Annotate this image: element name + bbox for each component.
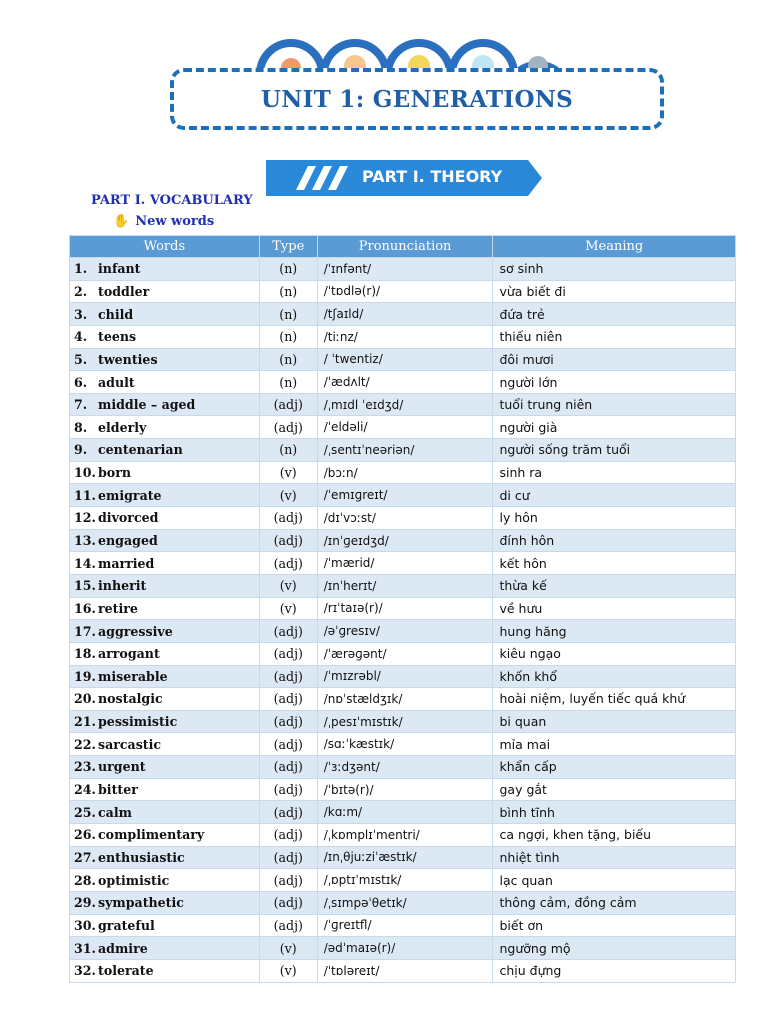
pronunciation-cell: /ˈtɒdlə(r)/ <box>317 280 493 303</box>
word-text: complimentary <box>98 827 205 843</box>
type-cell: (adj) <box>259 756 317 779</box>
meaning-cell: ly hôn <box>493 507 736 530</box>
table-row <box>70 416 736 439</box>
word-cell <box>70 574 260 597</box>
table-row <box>70 507 736 530</box>
meaning-cell: người lớn <box>493 371 736 394</box>
type-cell: (adj) <box>259 869 317 892</box>
word-text: sarcastic <box>98 736 162 752</box>
word-cell <box>70 778 260 801</box>
word-cell <box>70 416 260 439</box>
meaning-cell: kết hôn <box>493 552 736 575</box>
type-cell: (adj) <box>259 824 317 847</box>
table-row <box>70 620 736 643</box>
word-cell <box>70 325 260 348</box>
table-row <box>70 574 736 597</box>
word-text: twenties <box>98 351 158 367</box>
table-row <box>70 439 736 462</box>
meaning-cell: kiêu ngạo <box>493 642 736 665</box>
word-cell <box>70 688 260 711</box>
meaning-cell: ngưỡng mộ <box>493 937 736 960</box>
row-number: 31. <box>74 940 96 956</box>
table-row <box>70 303 736 326</box>
word-cell <box>70 348 260 371</box>
type-cell: (v) <box>259 937 317 960</box>
word-cell <box>70 801 260 824</box>
header-pronunciation: Pronunciation <box>317 236 493 258</box>
type-cell: (adj) <box>259 393 317 416</box>
type-cell: (v) <box>259 597 317 620</box>
row-number: 13. <box>74 533 96 548</box>
table-row <box>70 552 736 575</box>
type-cell: (adj) <box>259 620 317 643</box>
meaning-cell: đôi mươi <box>493 348 736 371</box>
table-row <box>70 597 736 620</box>
type-cell: (adj) <box>259 552 317 575</box>
meaning-cell: khốn khổ <box>493 665 736 688</box>
word-cell <box>70 439 260 462</box>
meaning-cell: sơ sinh <box>493 258 736 281</box>
table-row <box>70 710 736 733</box>
word-cell <box>70 756 260 779</box>
subheading-label: New words <box>135 214 215 229</box>
table-row <box>70 733 736 756</box>
pronunciation-cell: /ˌsentɪˈneəriən/ <box>317 439 493 462</box>
table-row <box>70 258 736 281</box>
pronunciation-cell: /ɪnˌθjuːziˈæstɪk/ <box>317 846 493 869</box>
table-row <box>70 914 736 937</box>
meaning-cell: hung hăng <box>493 620 736 643</box>
pronunciation-cell: /rɪˈtaɪə(r)/ <box>317 597 493 620</box>
row-number: 30. <box>74 917 96 933</box>
row-number: 22. <box>74 736 96 752</box>
row-number: 15. <box>74 578 96 594</box>
word-cell <box>70 371 260 394</box>
table-row <box>70 461 736 484</box>
word-text: married <box>98 555 155 571</box>
type-cell: (n) <box>259 303 317 326</box>
word-text: teens <box>98 329 137 345</box>
table-row <box>70 484 736 507</box>
meaning-cell: khẩn cấp <box>493 756 736 779</box>
word-cell <box>70 869 260 892</box>
pronunciation-cell: /ˌkɒmplɪˈmentri/ <box>317 824 493 847</box>
word-text: arrogant <box>98 646 160 662</box>
meaning-cell: ca ngợi, khen tặng, biếu <box>493 824 736 847</box>
header-words: Words <box>70 236 260 258</box>
unit-title: UNIT 1: GENERATIONS <box>260 85 574 113</box>
word-cell <box>70 891 260 914</box>
type-cell: (v) <box>259 461 317 484</box>
row-number: 19. <box>74 668 96 684</box>
row-number: 12. <box>74 510 96 526</box>
type-cell: (n) <box>259 439 317 462</box>
table-row <box>70 371 736 394</box>
table-row <box>70 937 736 960</box>
word-text: urgent <box>98 759 146 775</box>
row-number: 18. <box>74 646 96 662</box>
meaning-cell: di cư <box>493 484 736 507</box>
meaning-cell: thông cảm, đồng cảm <box>493 891 736 914</box>
row-number: 7. <box>74 397 88 413</box>
type-cell: (adj) <box>259 846 317 869</box>
table-header-row <box>70 236 736 258</box>
table-row <box>70 846 736 869</box>
meaning-cell: gay gắt <box>493 778 736 801</box>
word-cell <box>70 937 260 960</box>
row-number: 27. <box>74 849 96 865</box>
type-cell: (n) <box>259 258 317 281</box>
table-row <box>70 959 736 982</box>
word-text: aggressive <box>98 623 173 639</box>
row-number: 3. <box>74 306 88 322</box>
type-cell: (n) <box>259 325 317 348</box>
table-row <box>70 801 736 824</box>
pronunciation-cell: /ˈædʌlt/ <box>317 371 493 394</box>
type-cell: (adj) <box>259 778 317 801</box>
row-number: 25. <box>74 804 96 820</box>
word-cell <box>70 846 260 869</box>
word-text: adult <box>98 374 135 390</box>
word-cell <box>70 552 260 575</box>
word-text: divorced <box>98 510 159 526</box>
word-text: inherit <box>98 578 147 594</box>
word-text: child <box>98 306 134 322</box>
word-text: elderly <box>98 419 147 435</box>
pronunciation-cell: /ˌɒptɪˈmɪstɪk/ <box>317 869 493 892</box>
word-cell <box>70 914 260 937</box>
word-text: engaged <box>98 533 158 548</box>
type-cell: (v) <box>259 484 317 507</box>
word-cell <box>70 258 260 281</box>
word-cell <box>70 484 260 507</box>
word-text: middle – aged <box>98 397 196 413</box>
table-row <box>70 891 736 914</box>
type-cell: (adj) <box>259 733 317 756</box>
word-cell <box>70 303 260 326</box>
word-cell <box>70 665 260 688</box>
vocabulary-table <box>69 235 736 983</box>
row-number: 20. <box>74 691 96 707</box>
row-number: 8. <box>74 419 88 435</box>
word-text: miserable <box>98 668 168 684</box>
row-number: 9. <box>74 442 88 458</box>
meaning-cell: chịu đựng <box>493 959 736 982</box>
type-cell: (adj) <box>259 914 317 937</box>
word-text: sympathetic <box>98 895 184 911</box>
row-number: 10. <box>74 465 96 481</box>
table-row <box>70 869 736 892</box>
meaning-cell: về hưu <box>493 597 736 620</box>
table-row <box>70 778 736 801</box>
meaning-cell: người sống trăm tuổi <box>493 439 736 462</box>
row-number: 4. <box>74 329 88 345</box>
table-row <box>70 280 736 303</box>
pronunciation-cell: /ˈmɪzrəbl/ <box>317 665 493 688</box>
table-row <box>70 665 736 688</box>
word-text: infant <box>98 261 141 277</box>
meaning-cell: lạc quan <box>493 869 736 892</box>
row-number: 28. <box>74 872 96 888</box>
pronunciation-cell: /ədˈmaɪə(r)/ <box>317 937 493 960</box>
word-cell <box>70 959 260 982</box>
table-row <box>70 688 736 711</box>
word-text: optimistic <box>98 872 170 888</box>
word-text: grateful <box>98 917 155 933</box>
word-cell <box>70 620 260 643</box>
word-cell <box>70 280 260 303</box>
word-cell <box>70 642 260 665</box>
hand-pointer-icon: ✋ <box>113 214 130 229</box>
type-cell: (v) <box>259 574 317 597</box>
table-row <box>70 529 736 552</box>
meaning-cell: đứa trẻ <box>493 303 736 326</box>
pronunciation-cell: /ˌsɪmpəˈθetɪk/ <box>317 891 493 914</box>
meaning-cell: thiếu niên <box>493 325 736 348</box>
meaning-cell: sinh ra <box>493 461 736 484</box>
meaning-cell: bi quan <box>493 710 736 733</box>
word-text: bitter <box>98 782 138 798</box>
word-text: born <box>98 465 131 481</box>
word-text: toddler <box>98 283 150 299</box>
word-text: tolerate <box>98 963 154 979</box>
type-cell: (adj) <box>259 710 317 733</box>
row-number: 5. <box>74 351 88 367</box>
unit-title-box <box>170 68 664 130</box>
word-text: retire <box>98 600 138 616</box>
pronunciation-cell: /kɑːm/ <box>317 801 493 824</box>
row-number: 32. <box>74 963 96 979</box>
type-cell: (n) <box>259 280 317 303</box>
meaning-cell: thừa kế <box>493 574 736 597</box>
table-row <box>70 348 736 371</box>
header-type: Type <box>259 236 317 258</box>
word-cell <box>70 393 260 416</box>
meaning-cell: nhiệt tình <box>493 846 736 869</box>
pronunciation-cell: /dɪˈvɔːst/ <box>317 507 493 530</box>
word-text: calm <box>98 804 132 820</box>
pronunciation-cell: /ˈɡreɪtfl/ <box>317 914 493 937</box>
header-meaning: Meaning <box>493 236 736 258</box>
word-text: emigrate <box>98 487 162 503</box>
pronunciation-cell: /ˈeldəli/ <box>317 416 493 439</box>
pronunciation-cell: /əˈɡresɪv/ <box>317 620 493 643</box>
word-text: centenarian <box>98 442 183 458</box>
type-cell: (adj) <box>259 665 317 688</box>
type-cell: (adj) <box>259 801 317 824</box>
type-cell: (adj) <box>259 891 317 914</box>
banner-label: PART I. THEORY <box>362 167 503 186</box>
meaning-cell: biết ơn <box>493 914 736 937</box>
type-cell: (adj) <box>259 416 317 439</box>
pronunciation-cell: /tʃaɪld/ <box>317 303 493 326</box>
word-cell <box>70 507 260 530</box>
word-cell <box>70 597 260 620</box>
row-number: 16. <box>74 600 96 616</box>
pronunciation-cell: /ˌpesɪˈmɪstɪk/ <box>317 710 493 733</box>
pronunciation-cell: /ɪnˈherɪt/ <box>317 574 493 597</box>
row-number: 6. <box>74 374 88 390</box>
type-cell: (n) <box>259 371 317 394</box>
pronunciation-cell: /sɑːˈkæstɪk/ <box>317 733 493 756</box>
row-number: 23. <box>74 759 96 775</box>
row-number: 24. <box>74 782 96 798</box>
table-row <box>70 393 736 416</box>
pronunciation-cell: /ˈbɪtə(r)/ <box>317 778 493 801</box>
pronunciation-cell: /ˈɪnfənt/ <box>317 258 493 281</box>
section-heading: PART I. VOCABULARY <box>91 193 253 208</box>
pronunciation-cell: /ˈɜːdʒənt/ <box>317 756 493 779</box>
pronunciation-cell: /bɔːn/ <box>317 461 493 484</box>
table-row <box>70 642 736 665</box>
row-number: 1. <box>74 261 88 277</box>
pronunciation-cell: / ˈtwentiz/ <box>317 348 493 371</box>
row-number: 2. <box>74 283 88 299</box>
meaning-cell: người già <box>493 416 736 439</box>
pronunciation-cell: /ˈærəɡənt/ <box>317 642 493 665</box>
word-text: pessimistic <box>98 714 178 730</box>
word-cell <box>70 461 260 484</box>
meaning-cell: bình tĩnh <box>493 801 736 824</box>
word-cell <box>70 529 260 552</box>
pronunciation-cell: /nɒˈstældʒɪk/ <box>317 688 493 711</box>
type-cell: (v) <box>259 959 317 982</box>
row-number: 17. <box>74 623 96 639</box>
type-cell: (adj) <box>259 688 317 711</box>
word-cell <box>70 733 260 756</box>
type-cell: (adj) <box>259 529 317 552</box>
type-cell: (adj) <box>259 642 317 665</box>
pronunciation-cell: /tiːnz/ <box>317 325 493 348</box>
row-number: 11. <box>74 487 96 503</box>
pronunciation-cell: /ˈemɪɡreɪt/ <box>317 484 493 507</box>
word-cell <box>70 824 260 847</box>
type-cell: (adj) <box>259 507 317 530</box>
row-number: 14. <box>74 555 96 571</box>
row-number: 29. <box>74 895 96 911</box>
pronunciation-cell: /ˈmærid/ <box>317 552 493 575</box>
word-text: enthusiastic <box>98 849 185 865</box>
subheading <box>113 214 214 229</box>
table-row <box>70 325 736 348</box>
meaning-cell: đính hôn <box>493 529 736 552</box>
word-text: admire <box>98 940 148 956</box>
word-cell <box>70 710 260 733</box>
meaning-cell: hoài niệm, luyến tiếc quá khứ <box>493 688 736 711</box>
table-row <box>70 824 736 847</box>
pronunciation-cell: /ɪnˈɡeɪdʒd/ <box>317 529 493 552</box>
meaning-cell: mỉa mai <box>493 733 736 756</box>
word-text: nostalgic <box>98 691 163 707</box>
pronunciation-cell: /ˌmɪdl ˈeɪdʒd/ <box>317 393 493 416</box>
meaning-cell: vừa biết đi <box>493 280 736 303</box>
table-row <box>70 756 736 779</box>
row-number: 21. <box>74 714 96 730</box>
type-cell: (n) <box>259 348 317 371</box>
pronunciation-cell: /ˈtɒləreɪt/ <box>317 959 493 982</box>
meaning-cell: tuổi trung niên <box>493 393 736 416</box>
row-number: 26. <box>74 827 96 843</box>
